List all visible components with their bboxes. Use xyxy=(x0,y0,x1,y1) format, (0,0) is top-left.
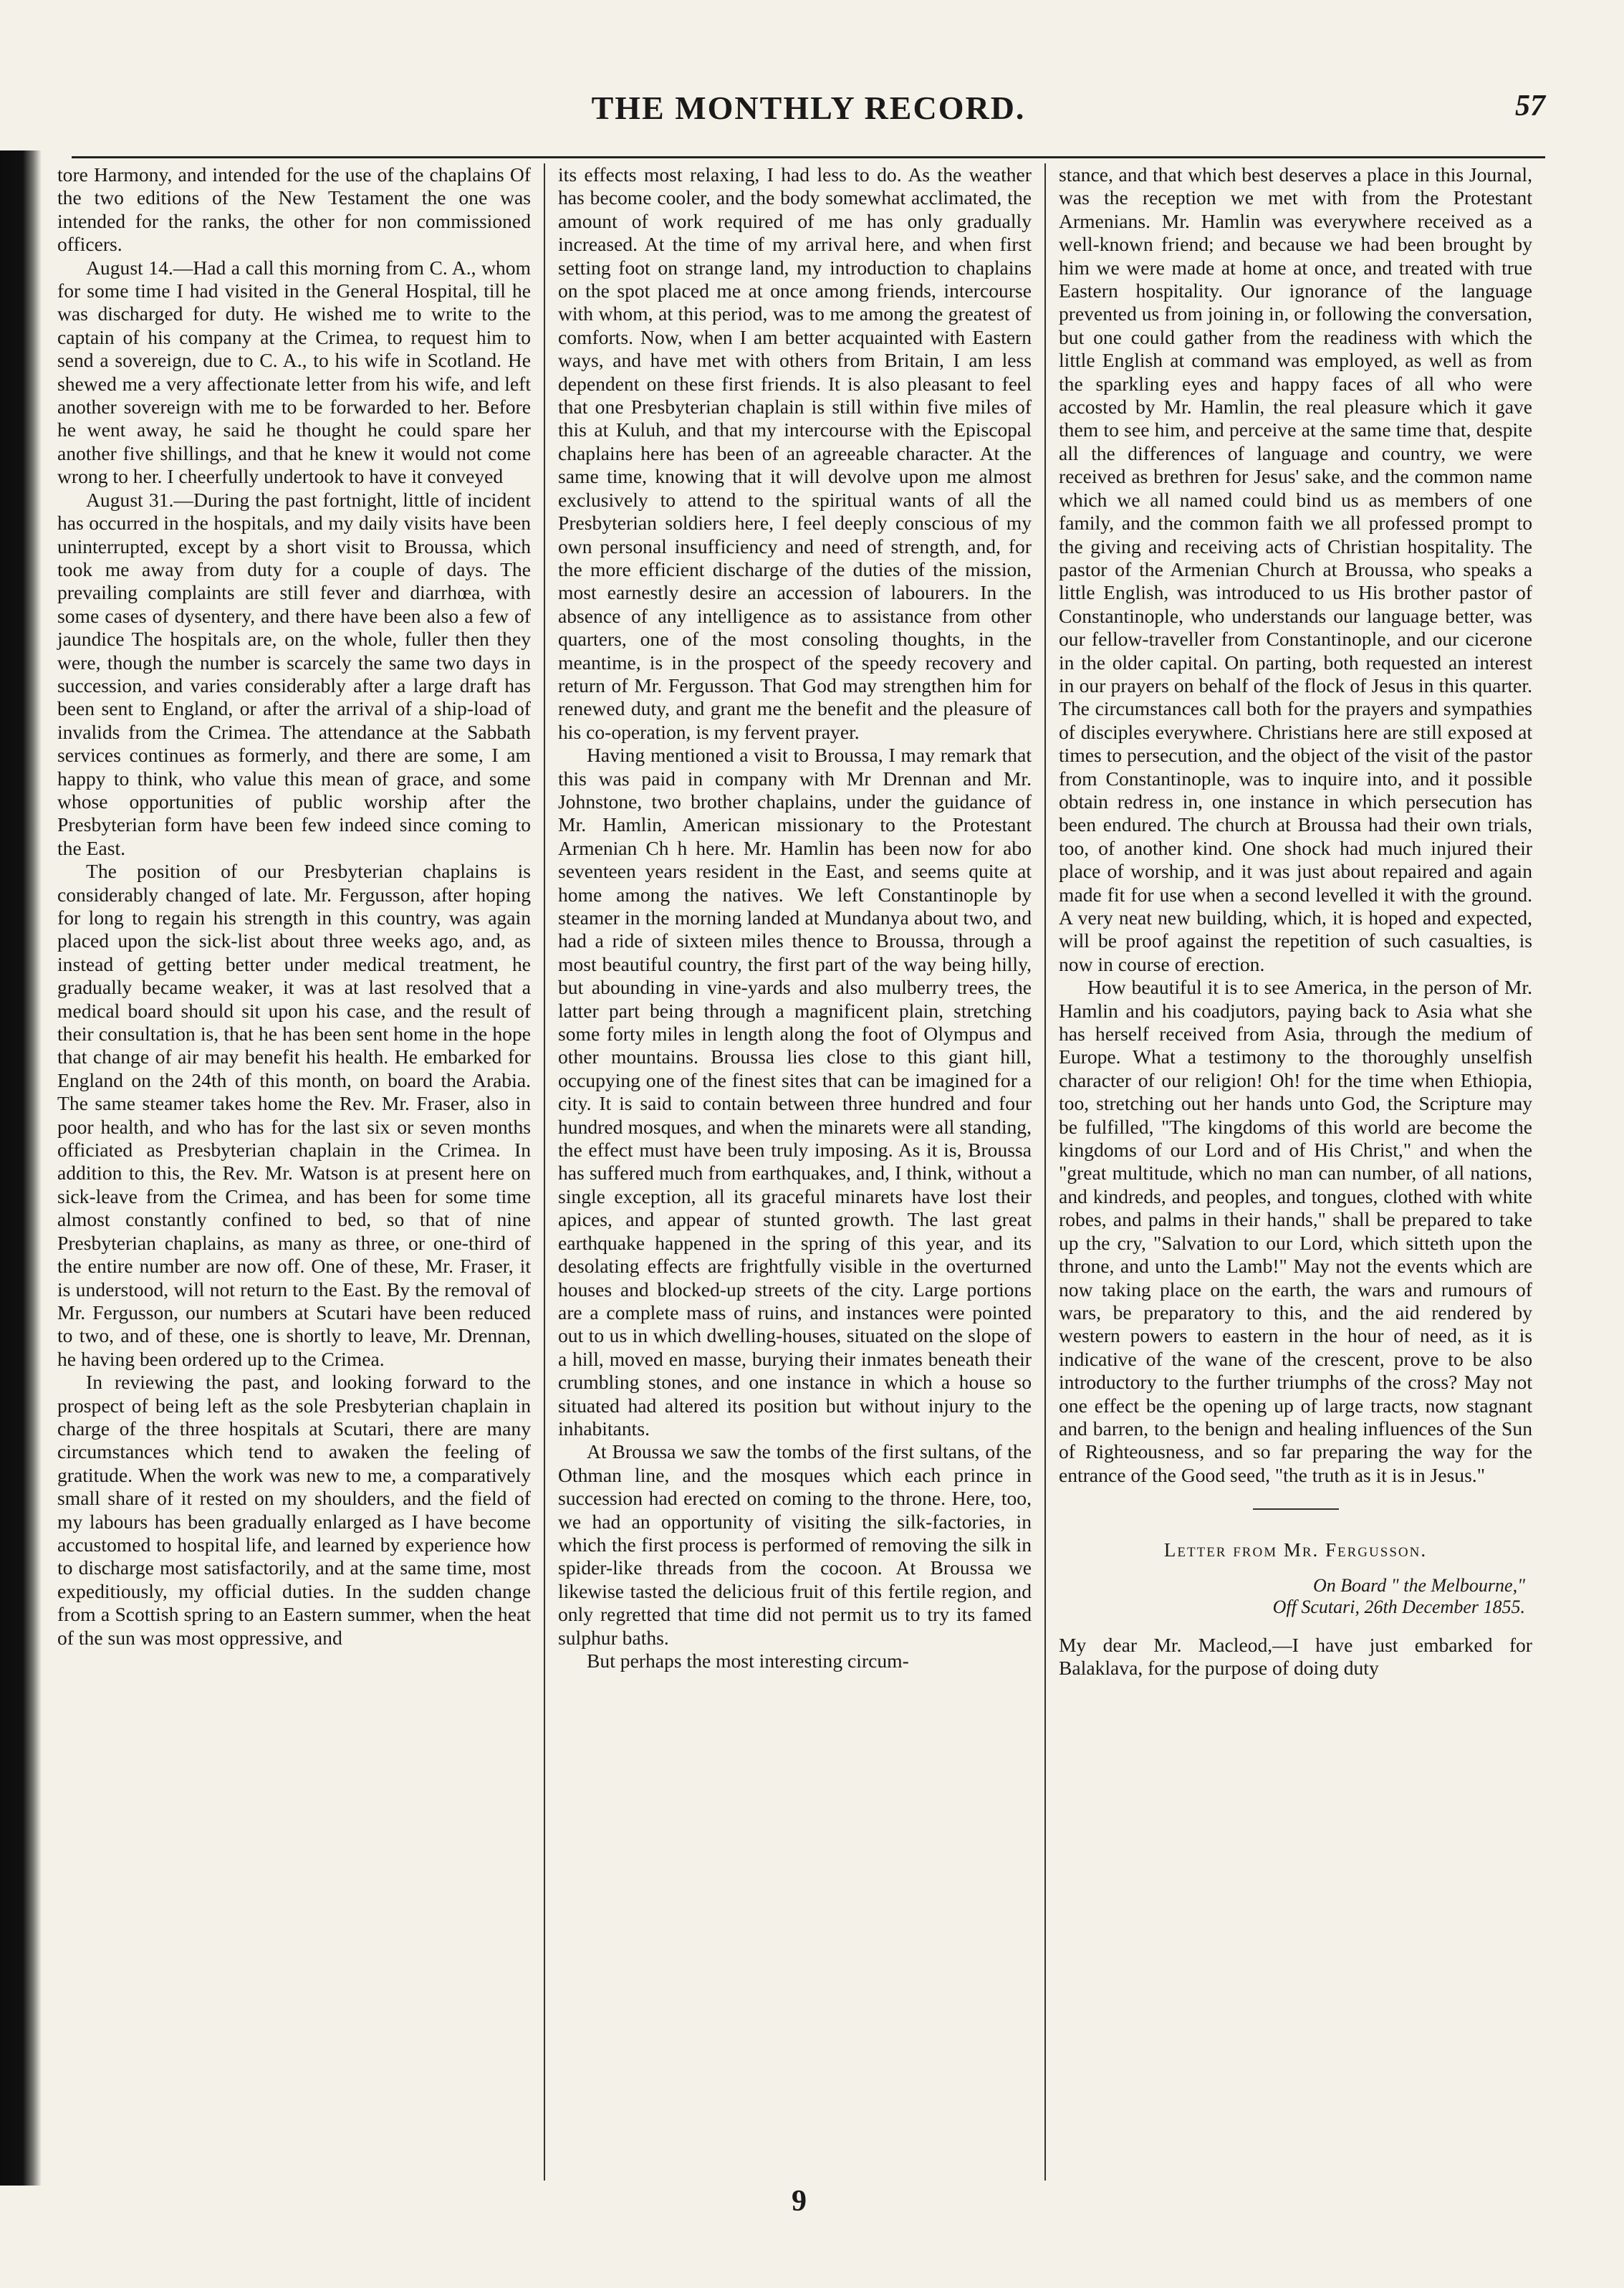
paragraph: stance, and that which best deserves a place in this Journal, was the reception we met with from the Protestant Armenians. Mr. Hamlin was everywhere received as a well-known friend; and because we had been brought by him we were made at home at once, and treated with true Eastern hospitality. Our ignorance of the language prevented us from joining in, or following the conversation, but one could gather from the readiness with which the little English at command was employed, as well as from the sparkling eyes and happy faces of all who were accosted by Mr. Hamlin, the real pleasure which it gave them to see him, and perceive at the same time that, despite all the differences of language and country, we were received as brethren for Jesus' sake, and the common name which we all named could bind us as members of one family, and the common faith we all professed prompt to the giving and receiving acts of Christian hospitality. The pastor of the Armenian Church at Broussa, who speaks a little English, was introduced to us His brother pastor of Constantinople, who understands our language better, was our fellow-traveller from Constantinople, and our cicerone in the older capital. On parting, both requested an interest in our prayers on behalf of the flock of Jesus in this quarter. The circumstances call both for the prayers and sympathies of disciples everywhere. Christians here are still exposed at times to persecution, and the object of the visit of the pastor from Constantinople, was to inquire into, and it possible obtain redress in, one instance in which persecution has been endured. The church at Broussa had their own trials, too, of another kind. One shock had much injured their place of worship, and it was just about repaired and again made fit for use when a second levelled it with the ground. A very neat new building, which, it is hoped and expected, will be proof against the repetition of such casualties, is now in course of erection. xyxy=(1059,163,1532,975)
dateline-place-date: Off Scutari, 26th December 1855. xyxy=(1272,1596,1525,1617)
signature-mark: 9 xyxy=(792,2185,807,2218)
paragraph: August 14.—Had a call this morning from C. A., whom for some time I had visited in the General Hospital, till he was discharged for duty. He wished me to write to the captain of his company at the Crimea, to request him to send a sovereign, due to C. A., to his wife in Scotland. He shewed me a very affectionate letter from his wife, and left another sovereign with me to be forwarded to her. Before he went away, he said he thought he could spare her another five shillings, and that he knew it would not come wrong to her. I cheerfully undertook to have it conveyed xyxy=(57,256,531,488)
paragraph: In reviewing the past, and looking forward to the prospect of being left as the sole Presbyterian chaplain in charge of the three hospitals at Scutari, there are many circumstances which tend to awaken the feeling of gratitude. When the work was new to me, a comparatively small share of it rested on my shoulders, and the field of my labours has been gradually enlarged as I have become accustomed to hospital life, and learned by experience how to discharge most satisfactorily, and at the same time, most expeditiously, my official duties. In the sudden change from a Scottish spring to an Eastern summer, when the heat of the sun was most oppressive, and xyxy=(57,1371,531,1649)
paragraph: its effects most relaxing, I had less to do. As the weather has become cooler, and the body somewhat acclimated, the amount of work required of me has only gradually increased. At the time of my arrival here, and when first setting foot on strange land, my introduction to chaplains on the spot placed me at once among friends, intercourse with whom, at this period, was to me among the greatest of comforts. Now, when I am better acquainted with Eastern ways, and have met with others from Britain, I am less dependent on these first friends. It is also pleasant to feel that one Presbyterian chaplain is still within five miles of this at Kuluh, and that my intercourse with the Episcopal chaplains here has been of an agreeable character. At the same time, knowing that it will devolve upon me almost exclusively to attend to the spiritual wants of all the Presbyterian soldiers here, I feel deeply conscious of my own personal insufficiency and need of strength, and, for the more efficient discharge of the duties of the mission, most earnestly desire an accession of labourers. In the absence of any intelligence as to assistance from other quarters, one of the most consoling thoughts, in the meantime, is in the prospect of the speedy recovery and return of Mr. Fergusson. That God may strengthen him for renewed duty, and grant me the benefit and the pleasure of his co-operation, is my fervent prayer. xyxy=(558,163,1032,743)
text-columns xyxy=(44,163,1545,2181)
paragraph: Having mentioned a visit to Broussa, I may remark that this was paid in company with Mr Drennan and Mr. Johnstone, two brother chaplains, under the guidance of Mr. Hamlin, American missionary to the Protestant Armenian Ch h here. Mr. Hamlin has been now for abo seventeen years resident in the East, and seems quite at home among the natives. We left Constantinople by steamer in the morning landed at Mundanya about two, and had a ride of sixteen miles thence to Broussa, through a most beautiful country, the first part of the way being hilly, but abounding in vine-yards and also mulberry trees, the latter part being through a magnificent plain, stretching some forty miles in length along the foot of Olympus and other mountains. Broussa lies close to this giant hill, occupying one of the finest sites that can be imagined for a city. It is said to contain between three hundred and four hundred mosques, and when the minarets were all standing, the effect must have been truly imposing. As it is, Broussa has suffered much from earthquakes, and, I think, without a single exception, all its graceful minarets have lost their apices, and appear of stunted growth. The last great earthquake happened in the spring of this year, and its desolating effects are frightfully visible in the overturned houses and blocked-up streets of the city. Large portions are a complete mass of ruins, and instances were pointed out to us in which dwelling-houses, situated on the slope of a hill, moved en masse, burying their inmates beneath their crumbling stones, and one instance in which a house so situated had altered its position but without injury to the inhabitants. xyxy=(558,744,1032,1440)
paragraph: tore Harmony, and intended for the use of the chaplains Of the two editions of the New Testament the one was intended for the ranks, the other for non commissioned officers. xyxy=(57,163,531,256)
header-rule xyxy=(72,156,1545,158)
letter-salutation: My dear Mr. Macleod,—I have just embarked for Balaklava, for the purpose of doing duty xyxy=(1059,1633,1532,1679)
column-2 xyxy=(544,163,1044,2181)
binding-shadow xyxy=(0,150,42,2186)
paragraph: August 31.—During the past fortnight, little of incident has occurred in the hospitals, and my daily visits have been uninterrupted, except by a short visit to Broussa, which took me away from duty for a couple of days. The prevailing complaints are still fever and diarrhœa, with some cases of dysentery, and there have been also a few of jaundice The hospitals are, on the whole, fuller then they were, though the number is scarcely the same two days in succession, and varies considerably after a large draft has been sent to England, or after the arrival of a ship-load of invalids from the Crimea. The attendance at the Sabbath services continues as formerly, and there are some, I am happy to think, who value this mean of grace, and some whose opportunities of public worship after the Presbyterian form have been few indeed since coming to the East. xyxy=(57,488,531,859)
page-header xyxy=(72,89,1545,140)
column-3 xyxy=(1044,163,1545,2181)
section-divider xyxy=(1253,1508,1339,1510)
paragraph: The position of our Presbyterian chaplains is considerably changed of late. Mr. Fergusson, after hoping for long to regain his strength in this country, was again placed upon the sick-list about three weeks ago, and, as instead of getting better under medical treatment, he gradually became weaker, it was at last resolved that a medical board should sit upon his case, and the result of their consultation is, that he has been sent home in the hope that change of air may benefit his health. He embarked for England on the 24th of this month, on board the Arabia. The same steamer takes home the Rev. Mr. Fraser, also in poor health, and who has for the last six or seven months officiated as Presbyterian chaplain in the Crimea. In addition to this, the Rev. Mr. Watson is at present here on sick-leave from the Crimea, and has been for some time almost constantly confined to bed, so that of nine Presbyterian chaplains, as many as three, or one-third of the entire number are now off. One of these, Mr. Fraser, it is understood, will not return to the East. By the removal of Mr. Fergusson, our numbers at Scutari have been reduced to two, and of these, one is shortly to leave, Mr. Drennan, he having been ordered up to the Crimea. xyxy=(57,860,531,1370)
letter-heading: Letter from Mr. Fergusson. xyxy=(1163,1539,1428,1561)
paragraph: But perhaps the most interesting circum- xyxy=(587,1650,909,1672)
column-1 xyxy=(44,163,544,2181)
dateline-ship: On Board " the Melbourne," xyxy=(1313,1574,1525,1596)
running-title: THE MONTHLY RECORD. xyxy=(591,90,1026,126)
paragraph: At Broussa we saw the tombs of the first sultans, of the Othman line, and the mosques which each prince in succession had erected on coming to the throne. Here, too, we had an opportunity of visiting the silk-factories, in which the first process is performed of removing the silk in spider-like threads from the cocoon. At Broussa we likewise tasted the delicious fruit of this fertile region, and only regretted that time did not permit us to try its famed sulphur baths. xyxy=(558,1440,1032,1649)
page-number: 57 xyxy=(1515,90,1545,123)
paragraph: How beautiful it is to see America, in the person of Mr. Hamlin and his coadjutors, paying back to Asia what she has herself received from Asia, through the medium of Europe. What a testimony to the thoroughly unselfish character of our religion! Oh! for the time when Ethiopia, too, stretching out her hands unto God, the Scripture may be fulfilled, "The kingdoms of this world are become the kingdoms of our Lord and of His Christ," and when the "great multitude, which no man can number, of all nations, and kindreds, and peoples, and tongues, clothed with white robes, and palms in their hands," shall be prepared to take up the cry, "Salvation to our Lord, which sitteth upon the throne, and unto the Lamb!" May not the events which are now taking place on the earth, the wars and rumours of wars, be preparatory to this, and the aid rendered by western powers to eastern in the hour of need, as it is indicative of the wane of the crescent, prove to be also introductory to the further triumphs of the cross? May not one effect be the opening up of large tracts, now stagnant and barren, to the benign and healing influences of the Sun of Righteousness, and so far preparing the way for the entrance of the Good seed, "the truth as it is in Jesus." xyxy=(1059,976,1532,1486)
